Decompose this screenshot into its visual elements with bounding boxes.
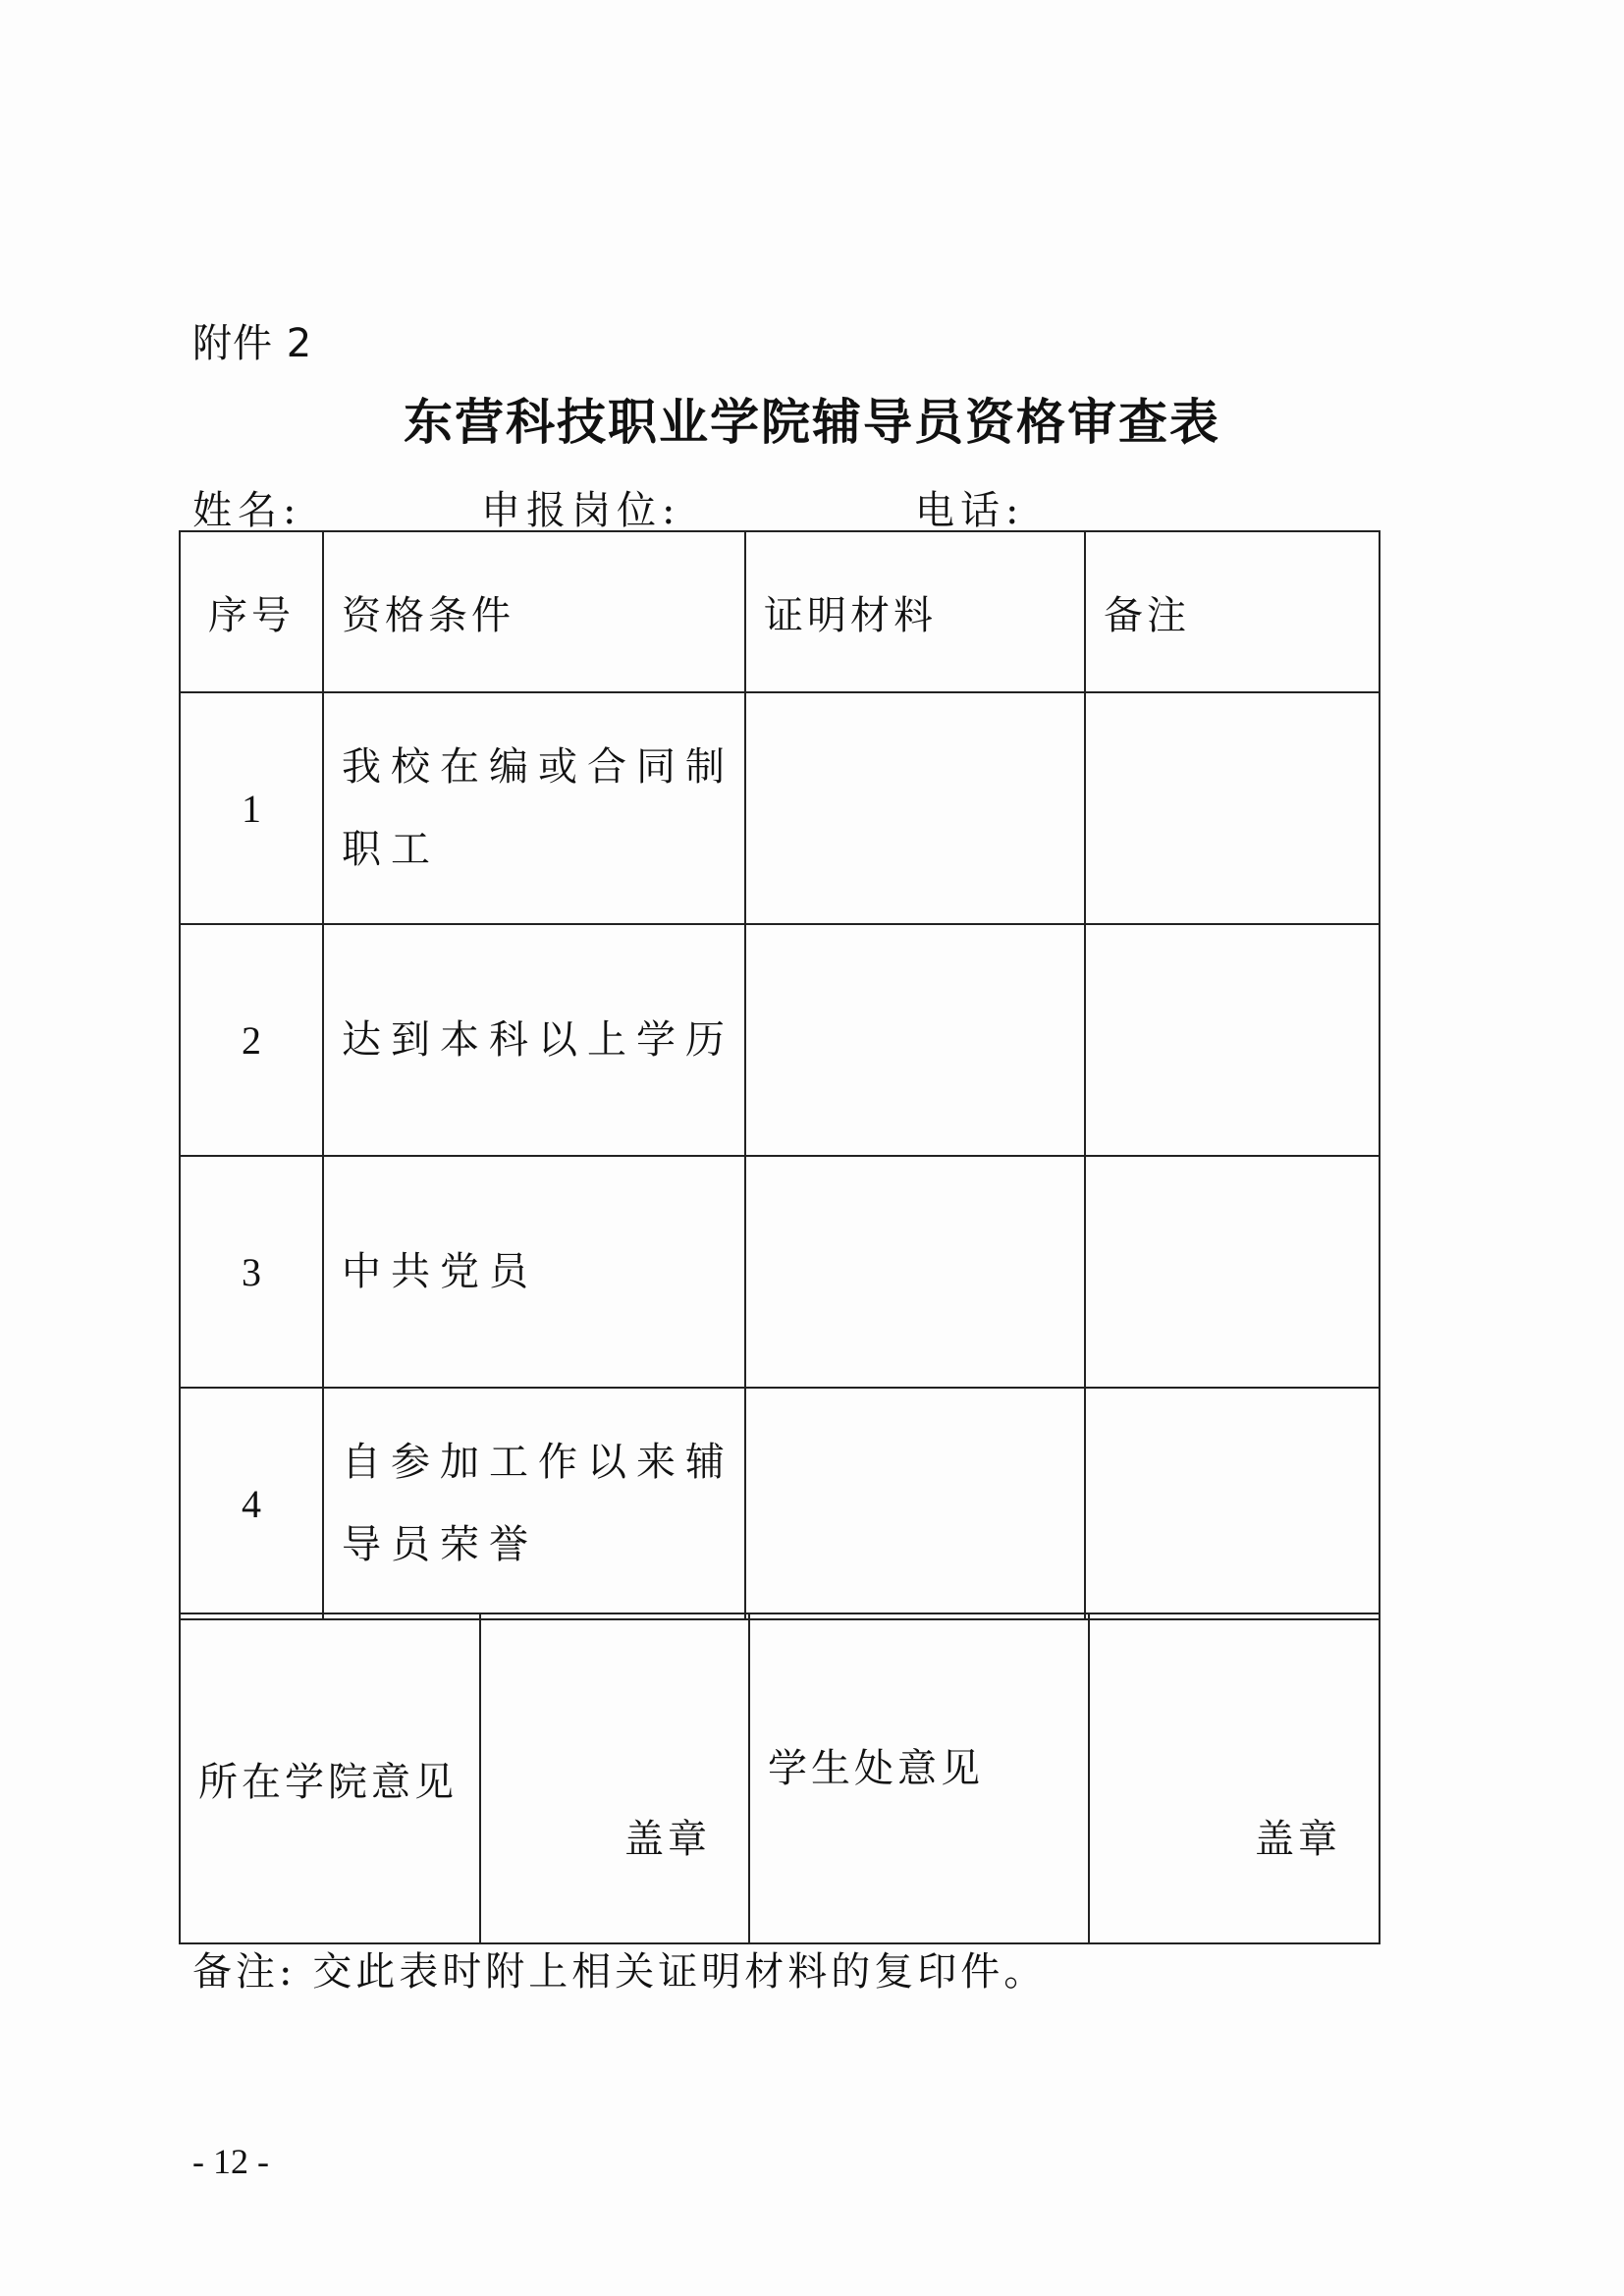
student-office-opinion-cell[interactable] xyxy=(1089,1613,1380,1943)
page-number: - 12 - xyxy=(192,2142,269,2181)
row-remark-cell[interactable] xyxy=(1085,1388,1380,1619)
row-no: 4 xyxy=(180,1388,323,1619)
row-proof-cell[interactable] xyxy=(745,692,1085,924)
row-no: 3 xyxy=(180,1156,323,1388)
page-title: 东营科技职业学院辅导员资格审查表 xyxy=(404,393,1220,451)
college-opinion-cell[interactable] xyxy=(480,1613,749,1943)
row-condition: 自参加工作以来辅导员荣誉 xyxy=(323,1388,745,1619)
row-proof-cell[interactable] xyxy=(745,1388,1085,1619)
footer-note: 备注: 交此表时附上相关证明材料的复印件。 xyxy=(192,1949,1048,1995)
header-condition: 资格条件 xyxy=(323,531,745,692)
table-row xyxy=(180,692,1380,924)
student-office-opinion-label: 学生处意见 xyxy=(749,1613,1089,1943)
student-office-seal-label: 盖章 xyxy=(1255,1817,1341,1862)
name-label: 姓名: xyxy=(192,488,302,533)
college-opinion-label: 所在学院意见 xyxy=(180,1613,480,1943)
phone-label: 电话: xyxy=(915,488,1025,533)
header-no: 序号 xyxy=(180,531,323,692)
attachment-label: 附件 2 xyxy=(192,321,313,366)
row-proof-cell[interactable] xyxy=(745,1156,1085,1388)
row-remark-cell[interactable] xyxy=(1085,1156,1380,1388)
table-row xyxy=(180,1388,1380,1619)
header-remark: 备注 xyxy=(1085,531,1380,692)
row-proof-cell[interactable] xyxy=(745,924,1085,1156)
table-row xyxy=(180,924,1380,1156)
row-condition: 中共党员 xyxy=(323,1156,745,1388)
header-proof: 证明材料 xyxy=(745,531,1085,692)
table-header-row xyxy=(180,531,1380,692)
opinion-table xyxy=(179,1613,1380,1944)
row-remark-cell[interactable] xyxy=(1085,924,1380,1156)
row-no: 2 xyxy=(180,924,323,1156)
review-table xyxy=(179,530,1380,1620)
college-seal-label: 盖章 xyxy=(624,1817,711,1862)
row-condition: 我校在编或合同制职工 xyxy=(323,692,745,924)
post-label: 申报岗位: xyxy=(481,488,681,533)
row-remark-cell[interactable] xyxy=(1085,692,1380,924)
opinion-row xyxy=(180,1613,1380,1943)
row-no: 1 xyxy=(180,692,323,924)
row-condition: 达到本科以上学历 xyxy=(323,924,745,1156)
table-row xyxy=(180,1156,1380,1388)
